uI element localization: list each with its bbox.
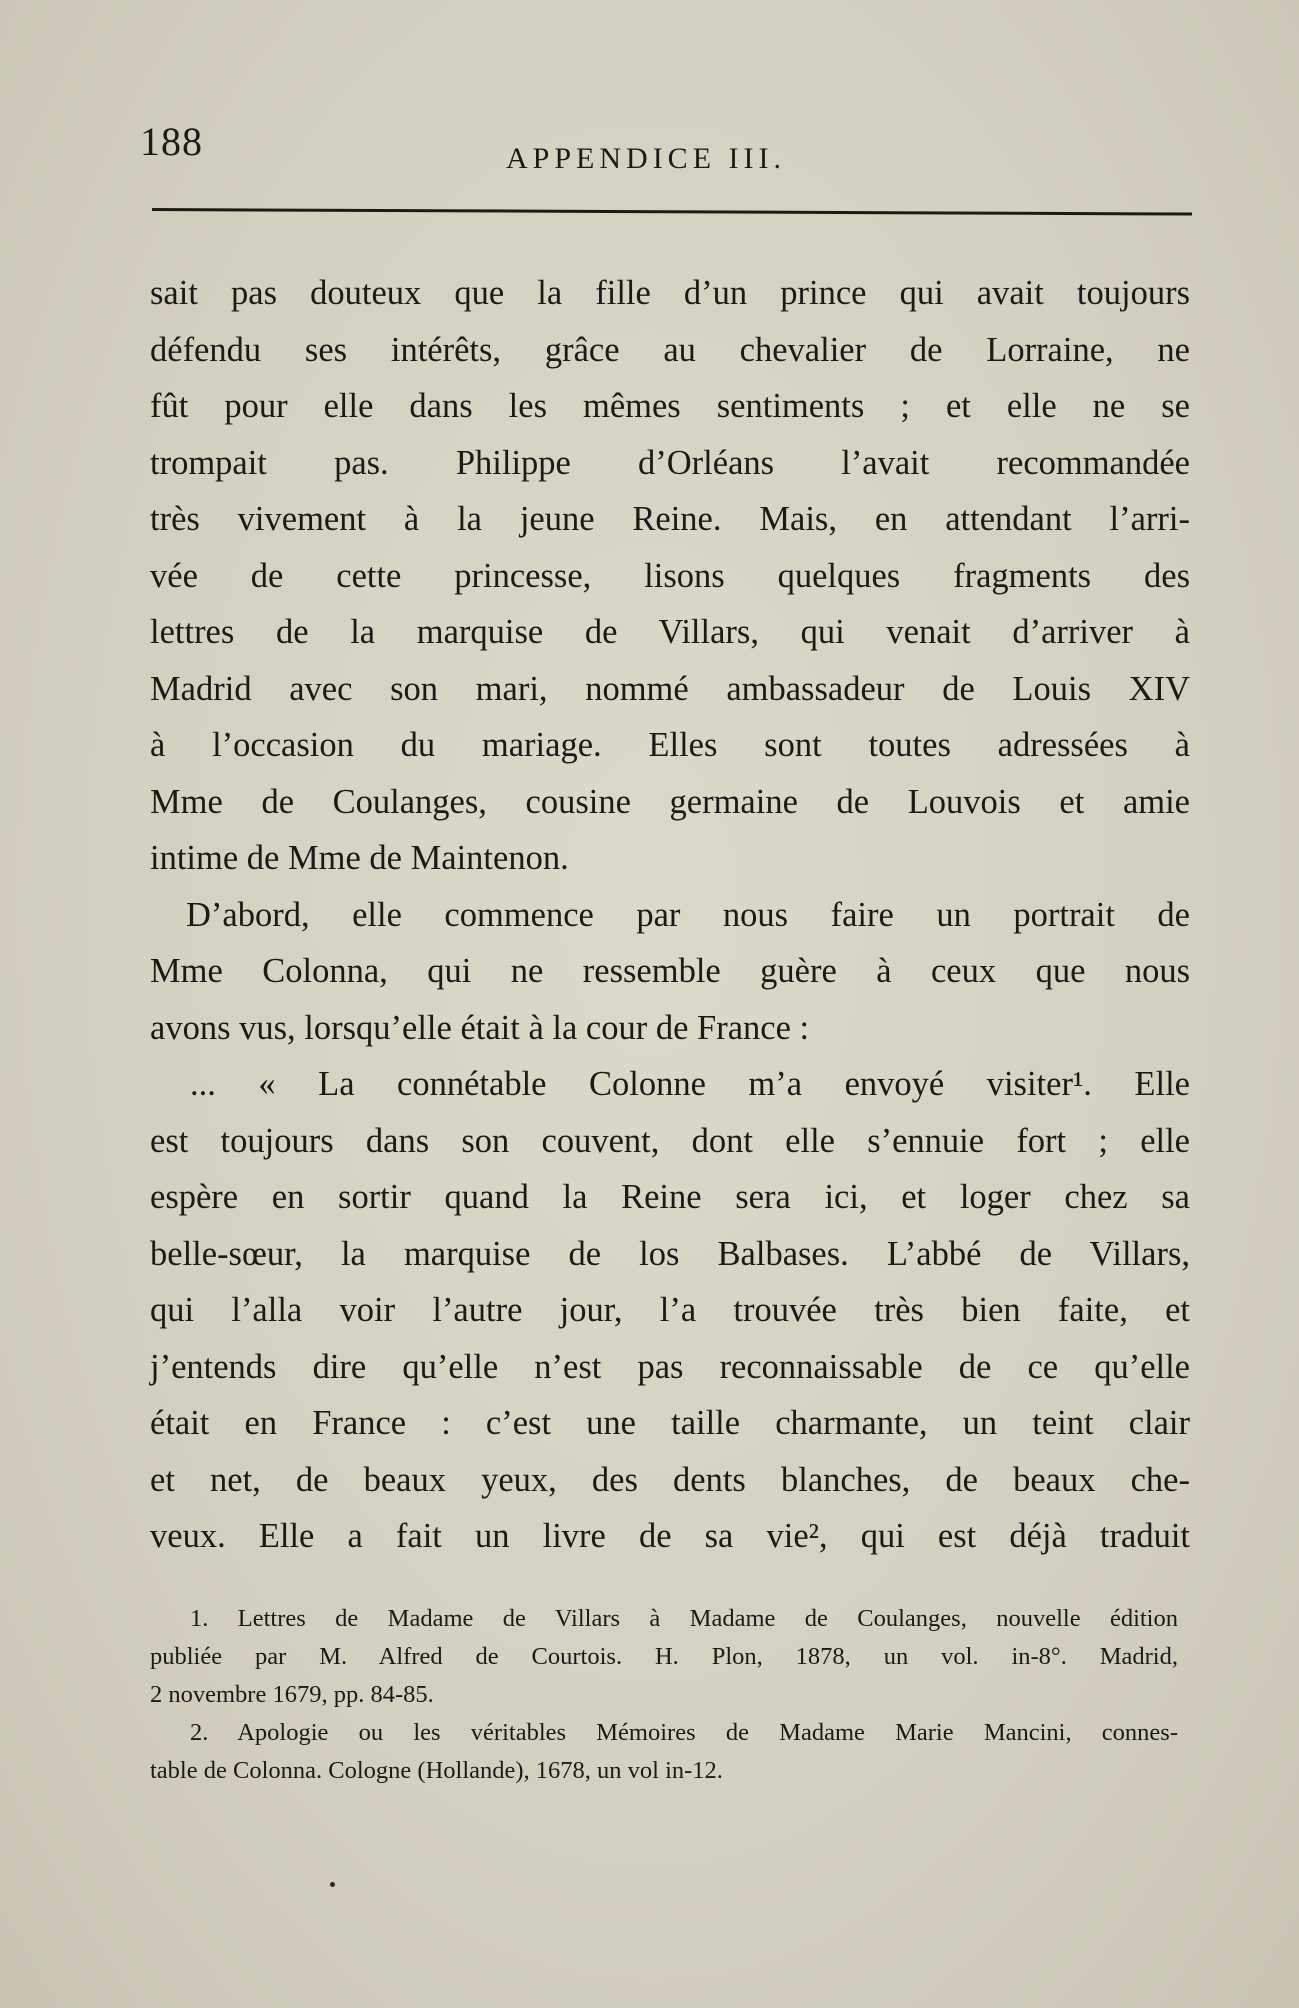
text-line: Madrid avec son mari, nommé ambassadeur de Louis XIV: [150, 669, 1190, 708]
text-line: espère en sortir quand la Reine sera ici, et loger chez sa: [150, 1178, 1190, 1216]
text-line: qui l’alla voir l’autre jour, l’a trouvée très bien faite, et: [150, 1291, 1190, 1329]
header-rule: [152, 208, 1192, 216]
footnote-line: publiée par M. Alfred de Courtois. H. Plon, 1878, un vol. in-8°. Madrid,: [150, 1643, 1178, 1670]
body-text: [150, 265, 1190, 1565]
text-line: Mme Colonna, qui ne ressemble guère à ceux que nous: [150, 952, 1190, 990]
footnote-line: table de Colonna. Cologne (Hollande), 1678, un vol in-12.: [150, 1757, 723, 1784]
footnotes: [150, 1600, 1178, 1790]
text-line: vée de cette princesse, lisons quelques fragments des: [150, 556, 1190, 595]
text-line: D’abord, elle commence par nous faire un portrait de: [186, 895, 1190, 934]
footnote-line: 2. Apologie ou les véritables Mémoires de Madame Marie Mancini, connes-: [190, 1719, 1178, 1746]
text-line: défendu ses intérêts, grâce au chevalier de Lorraine, ne: [150, 330, 1190, 369]
text-line: sait pas douteux que la fille d’un prince qui avait toujours: [150, 274, 1190, 312]
text-line: à l’occasion du mariage. Elles sont toutes adressées à: [150, 726, 1190, 764]
text-line: Mme de Coulanges, cousine germaine de Louvois et amie: [150, 782, 1190, 821]
text-line: et net, de beaux yeux, des dents blanches, de beaux che-: [150, 1460, 1190, 1499]
text-line: lettres de la marquise de Villars, qui venait d’arriver à: [150, 613, 1190, 651]
paper-speck: [330, 1882, 335, 1887]
text-line: fût pour elle dans les mêmes sentiments ; et elle ne se: [150, 387, 1190, 425]
footnote-line: 1. Lettres de Madame de Villars à Madame de Coulanges, nouvelle édition: [190, 1605, 1178, 1632]
text-line: ... « La connétable Colonne m’a envoyé visiter¹. Elle: [190, 1065, 1190, 1103]
text-line: très vivement à la jeune Reine. Mais, en attendant l’arri-: [150, 500, 1190, 538]
text-line: trompait pas. Philippe d’Orléans l’avait recommandée: [150, 443, 1190, 482]
text-line: avons vus, lorsqu’elle était à la cour de France :: [150, 1008, 810, 1047]
running-head: APPENDICE III.: [506, 142, 786, 175]
text-line: j’entends dire qu’elle n’est pas reconnaissable de ce qu’elle: [150, 1347, 1190, 1386]
page-number: 188: [140, 119, 203, 164]
footnote-line: 2 novembre 1679, pp. 84-85.: [150, 1681, 434, 1708]
text-line: intime de Mme de Maintenon.: [150, 839, 569, 877]
text-line: veux. Elle a fait un livre de sa vie², qui est déjà traduit: [150, 1517, 1190, 1555]
text-line: est toujours dans son couvent, dont elle s’ennuie fort ; elle: [150, 1121, 1190, 1160]
text-line: belle-sœur, la marquise de los Balbases. L’abbé de Villars,: [150, 1234, 1190, 1273]
text-line: était en France : c’est une taille charmante, un teint clair: [150, 1404, 1190, 1442]
